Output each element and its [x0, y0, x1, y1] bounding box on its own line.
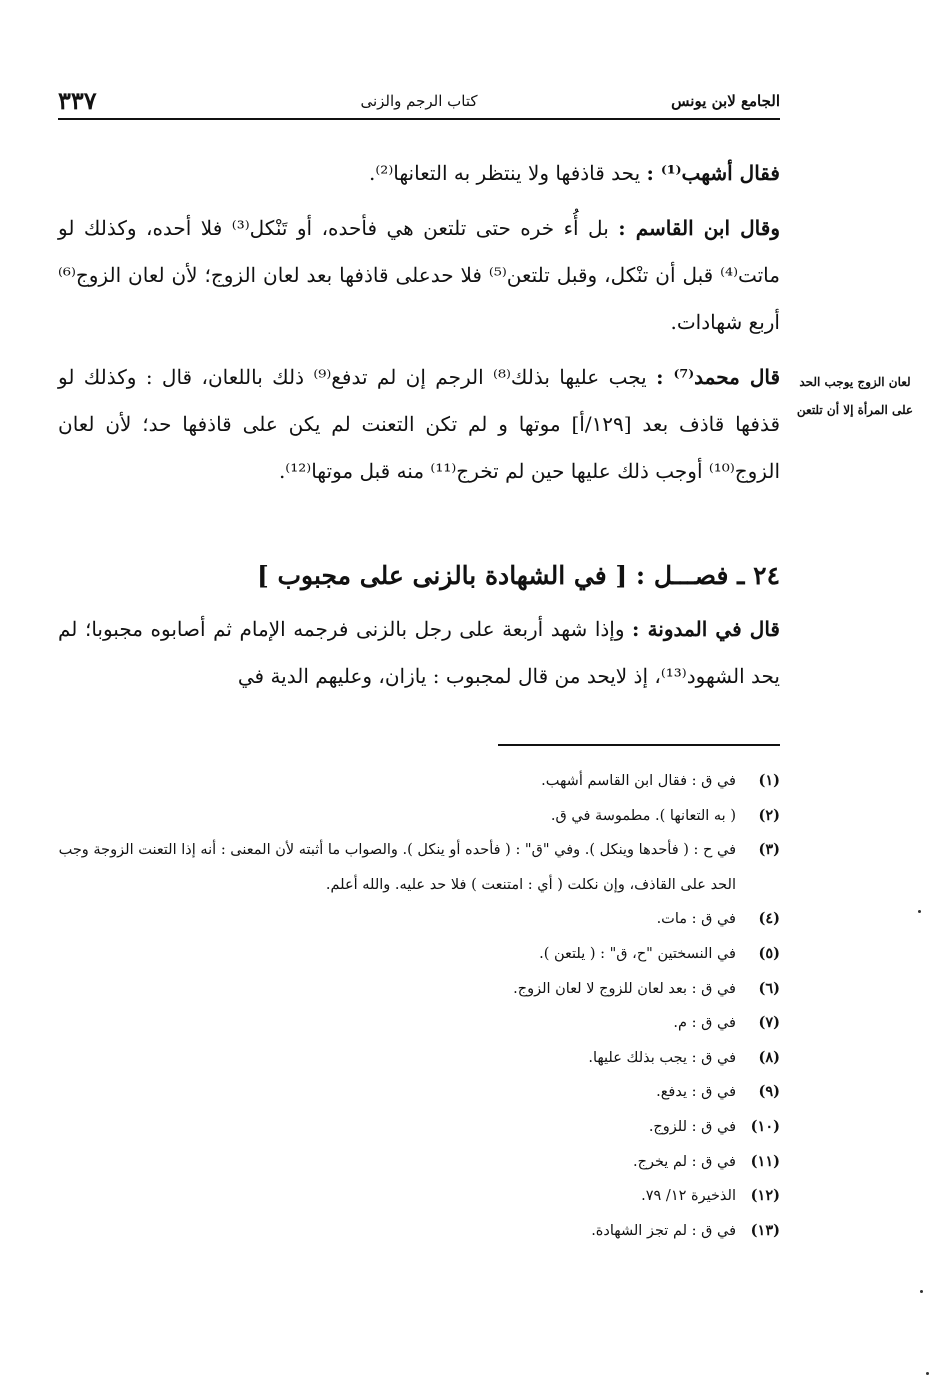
paragraph-lead: قال في المدونة :	[632, 617, 780, 641]
margin-note-line: لعان الزوج يوجب الحد	[799, 375, 911, 389]
footnote-number: (١٢)	[750, 1187, 780, 1205]
footnote	[58, 1041, 780, 1076]
section-heading: ٢٤ ـ فصـــل : [ في الشهادة بالزنى على مجبوب ]	[256, 561, 780, 590]
footnote-text: في ق : يدفع.	[656, 1084, 736, 1101]
footnote-text: في ق : يجب بذلك عليها.	[588, 1049, 736, 1066]
scan-speck	[926, 1372, 929, 1375]
footnote	[58, 764, 780, 799]
margin-note-line: على المرأة إلا أن تلتعن	[796, 403, 914, 417]
footnote	[58, 937, 780, 972]
footnote-text: في ق : لم تجز الشهادة.	[591, 1222, 736, 1239]
paragraph-text: يجب عليها بذلك⁽⁸⁾ الرجم إن لم تدفع⁽⁹⁾ ذلك باللعان، قال : وكذلك لو قذفها قاذف بعد [١٢٩/أ] موتها و لم تكن التعنت لم يكن على قاذفها حد؛ لأن لعان الزوج⁽¹⁰⁾ أوجب ذلك عليها حين لم تخرج⁽¹¹⁾ منه قبل موتها⁽¹²⁾.	[58, 365, 781, 483]
footnote-text: في ح : ( فأحدها وينكل ). وفي "ق" : ( فأحده أو ينكل ). والصواب ما أثبته لأن المعنى : أنه إذا التعنت الزوجة وجب الحد على القاذف، وإن نكلت ( أي : امتنعت ) فلا حد عليه. والله أعلم.	[58, 842, 736, 893]
footnote-number: (٧)	[758, 1014, 780, 1032]
margin-note	[792, 368, 918, 424]
footnote-number: (٨)	[758, 1048, 780, 1066]
paragraph-text: يحد قاذفها ولا ينتظر به التعانها⁽²⁾.	[369, 161, 647, 185]
footnote	[58, 1214, 780, 1249]
footnote	[58, 1110, 780, 1145]
scan-speck	[918, 910, 921, 913]
footnote-number: (١١)	[750, 1152, 780, 1170]
paragraph-mudawwana	[58, 606, 780, 700]
footnote-number: (٤)	[758, 910, 780, 928]
footnote	[58, 833, 780, 902]
footnote-text: في ق : لم يخرج.	[632, 1153, 736, 1170]
chapter-title: كتاب الرجم والزنى	[360, 92, 478, 110]
paragraph-ibn-alqasim	[58, 205, 780, 346]
footnote	[58, 1145, 780, 1180]
footnote-number: (٥)	[758, 944, 780, 962]
footnote	[58, 1075, 780, 1110]
paragraph-muhammad	[58, 354, 780, 495]
footnote-text: في النسختين "ح، ق" : ( يلتعن ).	[539, 945, 736, 962]
footnote	[58, 972, 780, 1007]
footnote-text: ( به التعانها ). مطموسة في ق.	[550, 807, 736, 824]
footnote-text: في ق : فقال ابن القاسم أشهب.	[541, 773, 736, 789]
footnote-text: الذخيرة ١٢/ ٧٩.	[641, 1188, 736, 1205]
paragraph-lead: وقال ابن القاسم :	[618, 216, 780, 240]
section-body	[58, 606, 780, 708]
footnote-number: (١٣)	[750, 1221, 780, 1239]
footnote-number: (٢)	[758, 806, 780, 824]
footnote-text: في ق : م.	[673, 1015, 736, 1032]
main-text	[58, 150, 780, 503]
footnote	[58, 902, 780, 937]
footnote-text: في ق : مات.	[656, 911, 736, 928]
footnote-number: (١٠)	[750, 1117, 780, 1135]
paragraph-lead: فقال أشهب⁽¹⁾ :	[646, 161, 780, 185]
running-header	[58, 88, 780, 120]
footnote-number: (١)	[758, 772, 780, 789]
footnote-text: في ق : للزوج.	[648, 1118, 736, 1135]
footnote	[58, 1006, 780, 1041]
paragraph-text: وإذا شهد أربعة على رجل بالزنى فرجمه الإمام ثم أصابوه مجبوبا؛ لم يحد الشهود⁽¹³⁾، إذ لايحد من قال لمجبوب : يازان، وعليهم الدية في	[58, 617, 780, 688]
footnote-number: (٦)	[758, 979, 780, 997]
paragraph-text: بل أُء خره حتى تلتعن هي فأحده، أو تَنْكل⁽³⁾ فلا أحده، وكذلك لو ماتت⁽⁴⁾ قبل أن تنْكل، وقبل تلتعن⁽⁵⁾ فلا حدعلى قاذفها بعد لعان الزوج؛ لأن لعان الزوج⁽⁶⁾ أربع شهادات.	[58, 216, 780, 334]
paragraph-lead: قال محمد⁽⁷⁾ :	[656, 365, 781, 389]
paragraph-ashhab	[58, 150, 780, 197]
scan-speck	[920, 1290, 923, 1293]
footnote	[58, 799, 780, 834]
page-number: ٣٣٧	[58, 86, 97, 115]
footnote-text: في ق : بعد لعان للزوج لا لعان الزوج.	[513, 980, 736, 997]
footnote-number: (٩)	[758, 1083, 780, 1101]
footnotes-list	[58, 764, 780, 1248]
book-title: الجامع لابن يونس	[671, 92, 780, 110]
footnote-number: (٣)	[758, 841, 780, 859]
footnote-separator	[498, 744, 780, 746]
footnote	[58, 1179, 780, 1214]
